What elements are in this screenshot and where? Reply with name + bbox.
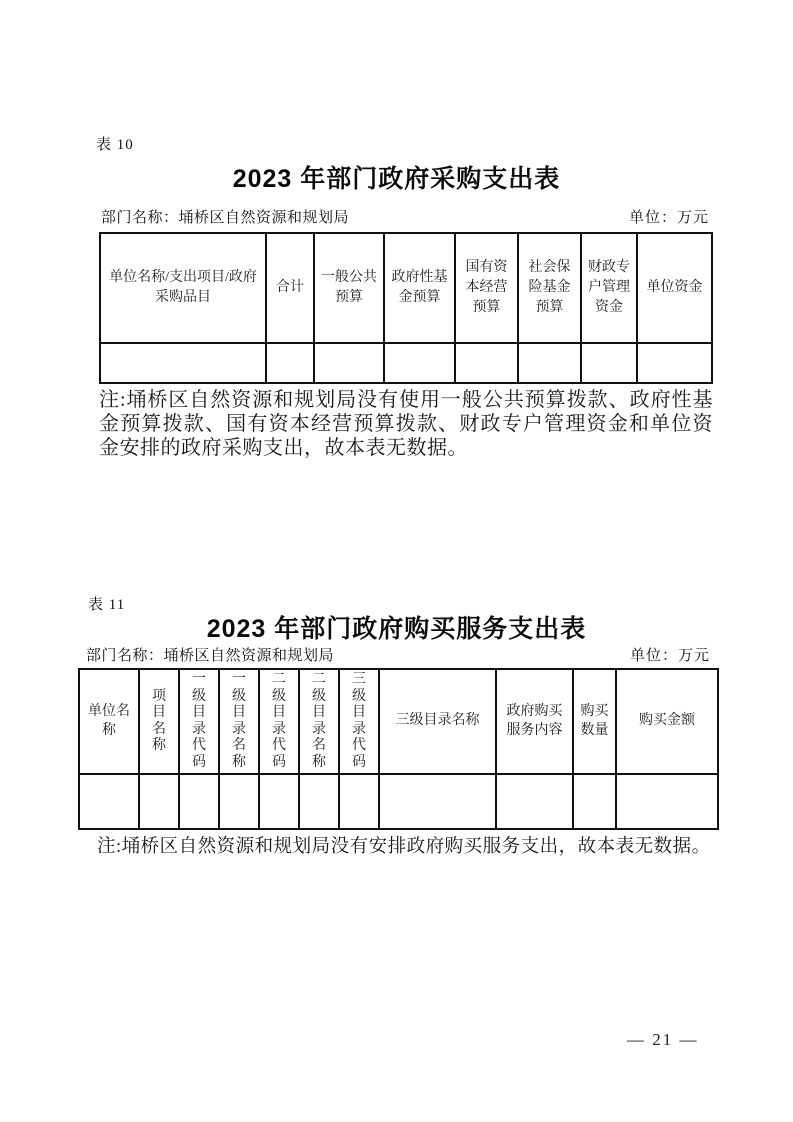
- table11-column-header: 二级目录名称: [299, 669, 339, 774]
- table10-empty-cell: [266, 343, 314, 383]
- table11-note: 注:埇桥区自然资源和规划局没有安排政府购买服务支出，故本表无数据。: [97, 837, 711, 857]
- table10-empty-cell: [384, 343, 455, 383]
- table11-column-header: 三级目录名称: [379, 669, 496, 774]
- table11-empty-cell: [496, 774, 573, 829]
- table11-empty-cell: [299, 774, 339, 829]
- table10-column-header: 单位资金: [637, 233, 712, 343]
- table11-column-header: 单位名称: [79, 669, 139, 774]
- table10-empty-cell: [518, 343, 581, 383]
- table11-column-header: 购买金额: [616, 669, 718, 774]
- table11-meta-row: [86, 644, 710, 665]
- table10-label: 表 10: [96, 137, 134, 153]
- table11-unit-label: 单位：万元: [629, 648, 710, 664]
- table10-column-header: 一般公共预算: [314, 233, 384, 343]
- table11-empty-cell: [616, 774, 718, 829]
- table11-title: 2023 年部门政府购买服务支出表: [206, 615, 587, 643]
- table10-note: 注:埇桥区自然资源和规划局没有使用一般公共预算拨款、政府性基金预算拨款、国有资本经营预算拨款、财政专户管理资金和单位资金安排的政府采购支出，故本表无数据。: [99, 389, 713, 460]
- table10-dept-name: 部门名称：埇桥区自然资源和规划局: [101, 210, 350, 226]
- procurement-expenditure-table: [99, 232, 713, 384]
- table10-meta-row: [101, 206, 709, 227]
- table10-column-header: 合计: [266, 233, 314, 343]
- table10-column-header: 政府性基金预算: [384, 233, 455, 343]
- table11-header-row: [79, 669, 718, 774]
- table10-empty-cell: [455, 343, 518, 383]
- table10-empty-row: [100, 343, 712, 383]
- table11-column-header: 政府购买服务内容: [496, 669, 573, 774]
- table10-column-header: 国有资本经营预算: [455, 233, 518, 343]
- table11-empty-cell: [259, 774, 299, 829]
- table11-empty-cell: [219, 774, 259, 829]
- purchase-services-table: [78, 668, 719, 830]
- table10-empty-cell: [100, 343, 266, 383]
- table10-column-header: 社会保险基金预算: [518, 233, 581, 343]
- table11-dept-name: 部门名称：埇桥区自然资源和规划局: [86, 648, 335, 664]
- table11-empty-cell: [339, 774, 379, 829]
- table11-empty-cell: [179, 774, 219, 829]
- table10-title: 2023 年部门政府采购支出表: [232, 165, 561, 193]
- table11-empty-cell: [573, 774, 616, 829]
- table10-column-header: 单位名称/支出项目/政府采购品目: [100, 233, 266, 343]
- table10-empty-cell: [637, 343, 712, 383]
- table10-empty-cell: [581, 343, 637, 383]
- table11-column-header: 购买数量: [573, 669, 616, 774]
- table11-empty-row: [79, 774, 718, 829]
- table10-column-header: 财政专户管理资金: [581, 233, 637, 343]
- page-number: — 21 —: [627, 1030, 699, 1049]
- table11-column-header: 项目名称: [139, 669, 179, 774]
- table10-header-row: [100, 233, 712, 343]
- table11-column-header: 一级目录名称: [219, 669, 259, 774]
- table11-column-header: 一级目录代码: [179, 669, 219, 774]
- table11-empty-cell: [79, 774, 139, 829]
- table10-unit-label: 单位：万元: [628, 210, 709, 226]
- table10-empty-cell: [314, 343, 384, 383]
- table11-empty-cell: [139, 774, 179, 829]
- table11-column-header: 三级目录代码: [339, 669, 379, 774]
- table11-column-header: 二级目录代码: [259, 669, 299, 774]
- table11-empty-cell: [379, 774, 496, 829]
- table11-label: 表 11: [88, 597, 126, 613]
